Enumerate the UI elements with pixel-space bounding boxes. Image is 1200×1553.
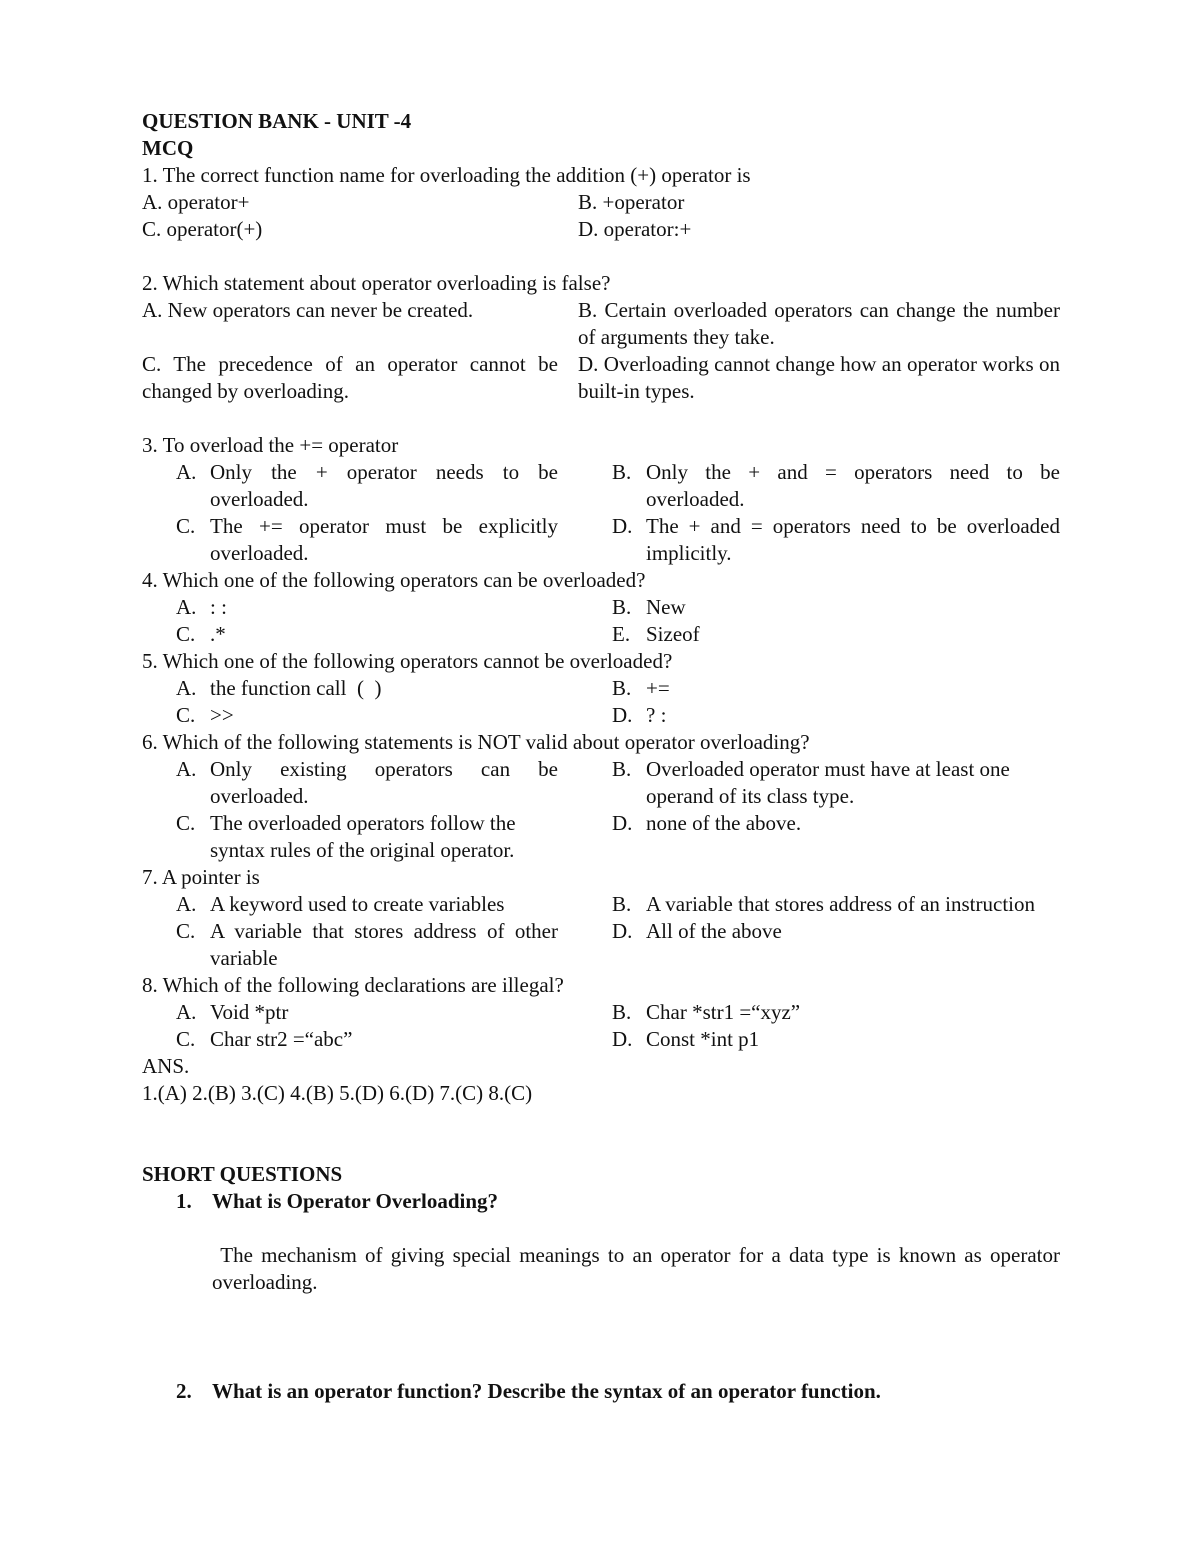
q3-option-a	[176, 459, 578, 513]
q5-option-a	[176, 675, 578, 702]
q3-options-row-1	[142, 459, 1060, 513]
option-text: Only the + operator needs to be overloaded.	[210, 460, 558, 511]
option-text: Only the + and = operators need to be overloaded.	[646, 460, 1060, 511]
option-text: ? :	[646, 703, 667, 727]
q7-options-row-1	[142, 891, 1060, 918]
option-label: A.	[176, 757, 197, 781]
option-text: The += operator must be explicitly overloaded.	[210, 514, 558, 565]
option-text: New	[646, 595, 686, 619]
option-label: A.	[176, 892, 197, 916]
spacer	[142, 1215, 1060, 1242]
option-text: The overloaded operators follow the syntax rules of the original operator.	[210, 811, 516, 862]
answers-label: ANS.	[142, 1054, 190, 1078]
q6-option-b	[578, 756, 1060, 810]
option-label: B.	[612, 460, 632, 484]
option-text: Sizeof	[646, 622, 700, 646]
q2-option-a: A. New operators can never be created.	[142, 298, 474, 322]
option-text: Char str2 =“abc”	[210, 1027, 353, 1051]
q6-option-a	[176, 756, 578, 810]
q4-options-row-2	[142, 621, 1060, 648]
q4-question: 4. Which one of the following operators can be overloaded?	[142, 568, 646, 592]
q7-option-a	[176, 891, 578, 918]
q6-options-row-2	[142, 810, 1060, 864]
option-label: D.	[612, 703, 633, 727]
q8-question: 8. Which of the following declarations are illegal?	[142, 973, 564, 997]
q8-option-c	[176, 1026, 578, 1053]
option-text: A variable that stores address of an instruction	[646, 892, 1035, 916]
short-question-1	[142, 1188, 1060, 1215]
document-title: QUESTION BANK - UNIT -4	[142, 109, 412, 133]
section-short-heading: SHORT QUESTIONS	[142, 1162, 343, 1186]
option-label: B.	[612, 676, 632, 700]
option-label: D.	[612, 514, 633, 538]
q2-option-b: B. Certain overloaded operators can change the number of arguments they take.	[578, 298, 1060, 349]
q3-option-b	[578, 459, 1060, 513]
option-text: none of the above.	[646, 811, 802, 835]
spacer	[142, 1134, 1060, 1161]
q2-option-d: D. Overloading cannot change how an operator works on built-in types.	[578, 352, 1060, 403]
q1-option-b: B. +operator	[578, 190, 685, 214]
q2-option-c: C. The precedence of an operator cannot be changed by overloading.	[142, 352, 558, 403]
spacer	[142, 1296, 1060, 1378]
q5-option-b	[578, 675, 1060, 702]
option-label: A.	[176, 595, 197, 619]
spacer	[142, 405, 1060, 432]
option-text: +=	[646, 676, 670, 700]
option-text: Void *ptr	[210, 1000, 289, 1024]
section-mcq-heading: MCQ	[142, 136, 194, 160]
q4-option-c	[176, 621, 578, 648]
option-text: A variable that stores address of other variable	[210, 919, 558, 970]
q6-option-c	[176, 810, 578, 864]
q4-option-d	[578, 621, 1060, 648]
option-label: D.	[612, 919, 633, 943]
q5-option-d	[578, 702, 1060, 729]
q1-option-c: C. operator(+)	[142, 217, 263, 241]
q3-options-row-2	[142, 513, 1060, 567]
q5-options-row-2	[142, 702, 1060, 729]
option-text: .*	[210, 622, 226, 646]
option-text: >>	[210, 703, 234, 727]
option-label: A.	[176, 1000, 197, 1024]
option-label: C.	[176, 1027, 196, 1051]
option-text: Char *str1 =“xyz”	[646, 1000, 801, 1024]
q5-option-c	[176, 702, 578, 729]
q3-option-c	[176, 513, 578, 567]
option-label: B.	[612, 757, 632, 781]
q4-option-a	[176, 594, 578, 621]
q7-option-d	[578, 918, 1060, 972]
option-label: C.	[176, 811, 196, 835]
q6-option-d	[578, 810, 1060, 864]
q3-question: 3. To overload the += operator	[142, 433, 399, 457]
q8-options-row-1	[142, 999, 1060, 1026]
q8-option-b	[578, 999, 1060, 1026]
q8-option-d	[578, 1026, 1060, 1053]
q2-options-row-1	[142, 297, 1060, 351]
option-text: All of the above	[646, 919, 782, 943]
option-label: C.	[176, 514, 196, 538]
option-label: B.	[612, 1000, 632, 1024]
short-question-number: 2.	[176, 1379, 192, 1403]
option-label: E.	[612, 622, 631, 646]
answers-line: 1.(A) 2.(B) 3.(C) 4.(B) 5.(D) 6.(D) 7.(C) 8.(C)	[142, 1081, 533, 1105]
q1-options-row-2	[142, 216, 1060, 243]
option-text: : :	[210, 595, 227, 619]
short-question-text: What is an operator function? Describe the syntax of an operator function.	[212, 1379, 881, 1403]
spacer	[142, 243, 1060, 270]
q1-option-a: A. operator+	[142, 190, 250, 214]
option-label: C.	[176, 919, 196, 943]
q6-question: 6. Which of the following statements is NOT valid about operator overloading?	[142, 730, 810, 754]
q7-option-c	[176, 918, 578, 972]
option-label: D.	[612, 811, 633, 835]
option-label: C.	[176, 703, 196, 727]
option-label: A.	[176, 676, 197, 700]
q2-question: 2. Which statement about operator overloading is false?	[142, 271, 611, 295]
short-question-number: 1.	[176, 1189, 192, 1213]
q7-option-b	[578, 891, 1060, 918]
option-label: C.	[176, 622, 196, 646]
short-question-text: What is Operator Overloading?	[212, 1189, 499, 1213]
q2-options-row-2	[142, 351, 1060, 405]
q4-option-b	[578, 594, 1060, 621]
q6-options-row-1	[142, 756, 1060, 810]
q1-question: 1. The correct function name for overloading the addition (+) operator is	[142, 163, 751, 187]
q8-options-row-2	[142, 1026, 1060, 1053]
q7-options-row-2	[142, 918, 1060, 972]
q4-options-row-1	[142, 594, 1060, 621]
q1-options-row-1	[142, 189, 1060, 216]
q1-option-d: D. operator:+	[578, 217, 692, 241]
option-text: A keyword used to create variables	[210, 892, 505, 916]
q3-option-d	[578, 513, 1060, 567]
option-text: the function call ( )	[210, 676, 382, 700]
q7-question: 7. A pointer is	[142, 865, 260, 889]
option-label: A.	[176, 460, 197, 484]
option-text: The + and = operators need to be overloaded implicitly.	[646, 514, 1060, 565]
q8-option-a	[176, 999, 578, 1026]
option-text: Only existing operators can be overloaded.	[210, 757, 558, 808]
option-label: B.	[612, 892, 632, 916]
document-page	[142, 108, 1066, 1405]
option-text: Const *int p1	[646, 1027, 760, 1051]
q5-options-row-1	[142, 675, 1060, 702]
short-answer-1: The mechanism of giving special meanings to an operator for a data type is known as operator overloading.	[212, 1243, 1066, 1294]
short-question-2	[142, 1378, 1060, 1405]
q5-question: 5. Which one of the following operators cannot be overloaded?	[142, 649, 673, 673]
option-label: D.	[612, 1027, 633, 1051]
option-text: Overloaded operator must have at least one operand of its class type.	[646, 757, 1010, 808]
spacer	[142, 1107, 1060, 1134]
option-label: B.	[612, 595, 632, 619]
